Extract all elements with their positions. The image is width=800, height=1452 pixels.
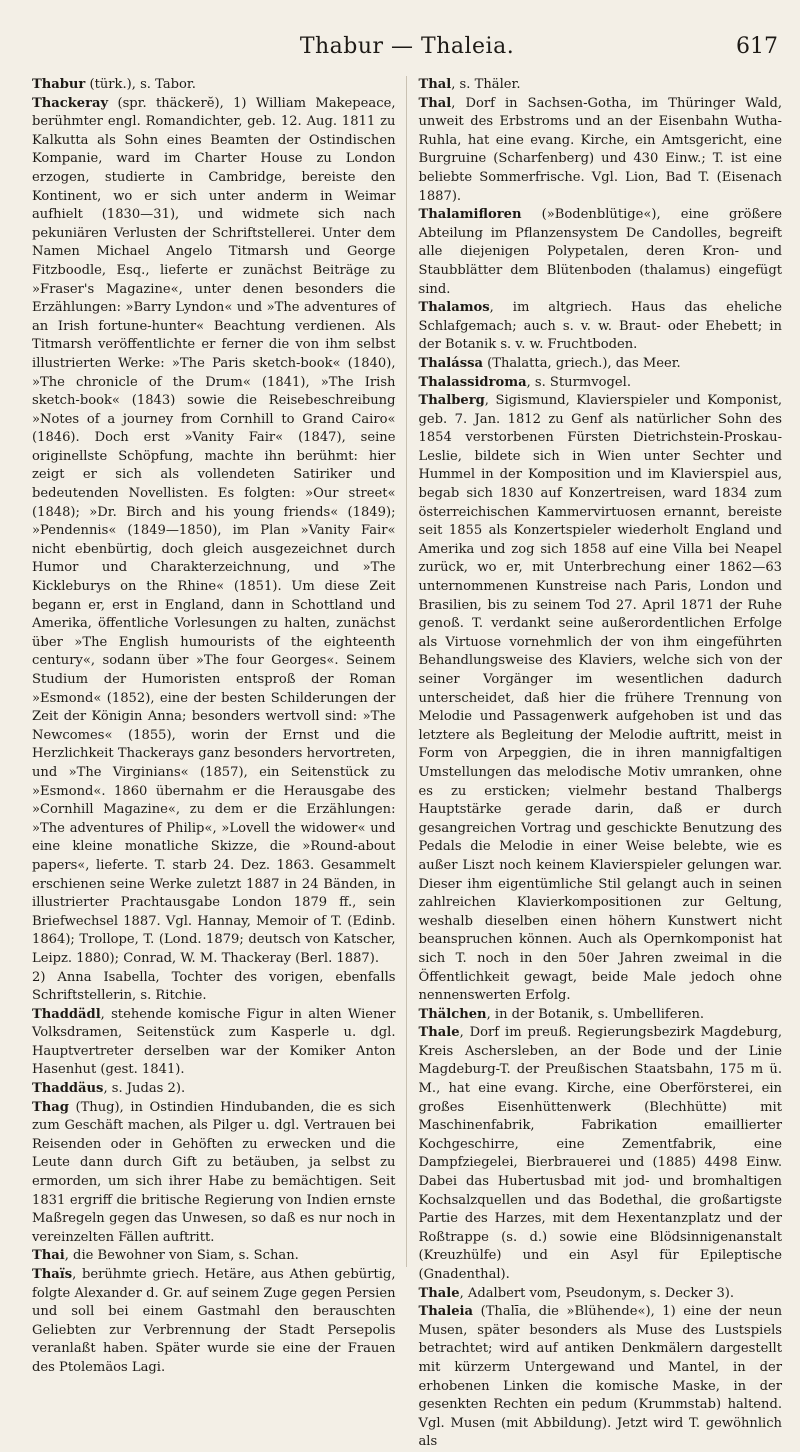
entry-text: , Adalbert vom, Pseudonym, s. Decker 3). <box>459 1285 735 1301</box>
entry-headword: Thalamifloren <box>418 207 522 223</box>
right-column <box>418 76 783 1450</box>
entry-text: , Dorf im preuß. Regierungsbezirk Magdeburg, Kreis Aschersleben, an der Bode und der Linie Magdeburg-T. der Preußischen Staatsbahn, 175 m ü. M., hat eine evang. Kirche, eine Oberförsterei, ein großes Eisenhüttenwerk (Blechhütte) mit Maschinenfabrik, Fabrikation emaillierter Kochgeschirre, eine Zementfabrik, eine Dampfziegelei, Bierbrauerei und (1885) 4498 Einw. Dabei das Hubertusbad mit jod- und bromhaltigen Kochsalzquellen und das Bodethal, die großartigste Partie des Harzes, mit dem Hexentanzplatz und der Roßtrappe (s. d.) sowie eine Blödsinnigenanstalt (Kreuzhülfe) und ein Asyl für Epileptische (Gnadenthal). <box>418 1025 782 1282</box>
dictionary-entry <box>419 392 783 1006</box>
entry-text: , stehende komische Figur in alten Wiener Volksdramen, Seitenstück zum Kasperle u. dgl. Hauptvertreter derselben war der Komiker Anton Hasenhut (gest. 1841). <box>32 1006 396 1078</box>
dictionary-entry <box>32 1247 396 1266</box>
entry-text: (Thalatta, griech.), das Meer. <box>482 355 681 371</box>
entry-headword: Thabur <box>32 77 86 92</box>
entry-headword: Thalamos <box>418 300 490 316</box>
entry-headword: Thackeray <box>32 95 109 111</box>
entry-headword: Thalberg <box>418 393 485 409</box>
dictionary-entry <box>419 299 783 355</box>
entry-text: , s. Sturmvogel. <box>526 374 632 390</box>
text-columns <box>32 76 782 1450</box>
dictionary-entry <box>419 95 783 207</box>
entry-text: , s. Thäler. <box>451 77 521 92</box>
dictionary-entry <box>32 969 396 1006</box>
entry-headword: Thalássa <box>418 355 483 371</box>
dictionary-entry <box>32 1266 396 1378</box>
entry-text: (türk.), s. Tabor. <box>85 77 196 92</box>
dictionary-entry <box>32 95 396 969</box>
dictionary-entry <box>32 1080 396 1099</box>
entry-headword: Thale <box>418 1025 460 1041</box>
dictionary-entry <box>419 1303 783 1452</box>
entry-headword: Thaddädl <box>32 1006 101 1022</box>
entry-headword: Thag <box>32 1099 69 1115</box>
entry-headword: Thal <box>418 95 452 111</box>
page-number: 617 <box>736 34 778 59</box>
page-header <box>32 34 782 74</box>
entry-text: 2) Anna Isabella, Tochter des vorigen, ebenfalls Schriftstellerin, s. Ritchie. <box>32 969 396 1004</box>
dictionary-entry <box>419 374 783 393</box>
entry-headword: Thaddäus <box>32 1081 104 1097</box>
left-column <box>32 76 407 1375</box>
page-title: Thabur — Thaleia. <box>299 34 515 59</box>
entry-headword: Thai <box>32 1248 65 1264</box>
entry-headword: Thalassidroma <box>418 374 527 390</box>
dictionary-entry <box>32 1099 396 1248</box>
dictionary-entry <box>419 76 783 95</box>
entry-text: , berühmte griech. Hetäre, aus Athen gebürtig, folgte Alexander d. Gr. auf seinem Zuge gegen Persien und soll bei einem Gastmahl den berauschten Geliebten zur Verbrennung der Stadt Persepolis veranlaßt haben. Später wurde sie eine der Frauen des Ptolemäos Lagi. <box>32 1267 396 1375</box>
dictionary-entry <box>419 1006 783 1025</box>
dictionary-entry <box>419 206 783 299</box>
entry-headword: Thal <box>418 77 452 92</box>
dictionary-entry <box>32 76 396 95</box>
entry-text: , die Bewohner von Siam, s. Schan. <box>64 1248 299 1264</box>
entry-text: (Thalīa, die »Blühende«), 1) eine der neun Musen, später besonders als Muse des Lustspiels betrachtet; wird auf antiken Denkmälern dargestellt mit kürzerm Untergewand und Mantel, in der erhobenen Linken die komische Maske, in der gesenkten Rechten ein pedum (Krummstab) haltend. Vgl. Musen (mit Abbildung). Jetzt wird T. gewöhnlich als <box>418 1304 782 1450</box>
dictionary-entry <box>419 1024 783 1284</box>
entry-headword: Thaleia <box>418 1304 474 1320</box>
entry-headword: Thaïs <box>32 1267 73 1282</box>
entry-text: (Thug), in Ostindien Hindubanden, die es sich zum Geschäft machen, als Pilger u. dgl. Vertrauen bei Reisenden oder in Gehöften zu erwecken und die Leute dann durch Gift zu betäuben, ja selbst zu ermorden, um sich ihrer Habe zu bemächtigen. Seit 1831 ergriff die britische Regierung von Indien ernste Maßregeln gegen das Unwesen, so daß es nur noch in vereinzelten Fällen auftritt. <box>32 1099 396 1245</box>
dictionary-entry <box>32 1006 396 1080</box>
dictionary-entry <box>419 355 783 374</box>
entry-text: , Dorf in Sachsen-Gotha, im Thüringer Wald, unweit des Erbstroms und an der Eisenbahn Wutha-Ruhla, hat eine evang. Kirche, ein Amtsgericht, eine Burgruine (Scharfenberg) und 430 Einw.; T. ist eine beliebte Sommerfrische. Vgl. Lion, Bad T. (Eisenach 1887). <box>418 95 782 204</box>
entry-text: (»Bodenblütige«), eine größere Abteilung im Pflanzensystem De Candolles, begreift alle diejenigen Polypetalen, deren Kron- und Staubblätter dem Blütenboden (thalamus) eingefügt sind. <box>418 207 782 297</box>
entry-text: (spr. thäckerĕ), 1) William Makepeace, berühmter engl. Romandichter, geb. 12. Aug. 1811 zu Kalkutta als Sohn eines Beamten der Ostindischen Kompanie, ward im Charter House zu London erzogen, studierte in Cambridge, bereiste den Kontinent, wo er sich unter anderm in Weimar aufhielt (1830—31), und widmete sich nach pekuniären Verlusten der Schriftstellerei. Unter dem Namen Michael Angelo Titmarsh und George Fitzboodle, Esq., lieferte er zunächst Beiträge zu »Fraser's Magazine«, unter denen besonders die Erzählungen: »Barry Lyndon« und »The adventures of an Irish fortune-hunter« Beachtung verdienen. Als Titmarsh veröffentlichte er ferner die von ihm selbst illustrierten Werke: »The Paris sketch-book« (1840), »The chronicle of the Drum« (1841), »The Irish sketch-book« (1843) sowie die Reisebeschreibung »Notes of a journey from Cornhill to Grand Cairo« (1846). Doch erst »Vanity Fair« (1847), seine originellste Schöpfung, machte ihn berühmt: hier zeigt er sich als vollendeten Satiriker und bedeutenden Novellisten. Es folgten: »Our street« (1848); »Dr. Birch and his young friends« (1849); »Pendennis« (1849—1850), im Plan »Vanity Fair« nicht ebenbürtig, doch gleich ausgezeichnet durch Humor und Charakterzeichnung, und »The Kickleburys on the Rhine« (1851). Um diese Zeit begann er, erst in England, dann in Schottland und Amerika, öffentliche Vorlesungen zu halten, zunächst über »The English humourists of the eighteenth century«, sodann über »The four Georges«. Seinem Studium der Humoristen entsproß der Roman »Esmond« (1852), eine der besten Schilderungen der Zeit der Königin Anna; besonders wertvoll sind: »The Newcomes« (1855), worin der Ernst und die Herzlichkeit Thackerays ganz besonders hervortreten, und »The Virginians« (1857), ein Seitenstück zu »Esmond«. 1860 übernahm er die Herausgabe des »Cornhill Magazine«, zu dem er die Erzählungen: »The adventures of Philip«, »Lovell the widower« und eine kleine monatliche Skizze, die »Round-about papers«, lieferte. T. starb 24. Dez. 1863. Gesammelt erschienen seine Werke zuletzt 1887 in 24 Bänden, in illustrierter Prachtausgabe London 1879 ff., sein Briefwechsel 1887. Vgl. Hannay, Memoir of T. (Edinb. 1864); Trollope, T. (Lond. 1879; deutsch von Katscher, Leipz. 1880); Conrad, W. M. Thackeray (Berl. 1887). <box>32 95 396 966</box>
dictionary-entry <box>419 1285 783 1304</box>
entry-headword: Thälchen <box>418 1006 487 1022</box>
entry-text: , in der Botanik, s. Umbelliferen. <box>486 1006 705 1022</box>
entry-headword: Thale <box>418 1285 460 1301</box>
entry-text: , s. Judas 2). <box>103 1081 186 1097</box>
entry-text: , Sigismund, Klavierspieler und Komponist, geb. 7. Jan. 1812 zu Genf als natürlicher Sohn des 1854 verstorbenen Fürsten Dietrichstein-Proskau-Leslie, bildete sich in Wien unter Sechter und Hummel in der Komposition und im Klavierspiel aus, begab sich 1830 auf Konzertreisen, ward 1834 zum österreichischen Kammervirtuosen ernannt, bereiste seit 1855 als Konzertspieler wiederholt England und Amerika und zog sich 1858 auf eine Villa bei Neapel zurück, wo er, mit Unterbrechung einer 1862—63 unternommenen Kunstreise nach Paris, London und Brasilien, bis zu seinem Tod 27. April 1871 der Ruhe genoß. T. verdankt seine außerordentlichen Erfolge als Virtuose vornehmlich der von ihm eingeführten Behandlungsweise des Klaviers, welche sich von der seiner Vorgänger im wesentlichen dadurch unterscheidet, daß hier die frühere Trennung von Melodie und Passagenwerk aufgehoben ist und das letztere als Begleitung der Melodie auftritt, meist in Form von Arpeggien, die in ihren mannigfaltigen Umstellungen das melodische Motiv umranken, ohne es zu ersticken; vielmehr bestand Thalbergs Hauptstärke gerade darin, daß er durch gesangreichen Vortrag und geschickte Benutzung des Pedals die Melodie in einer Weise belebte, wie es außer Liszt noch keinem Klavierspieler gelungen war. Dieser ihm eigentümliche Stil gelangt auch in seinen zahlreichen Klavierkompositionen zur Geltung, weshalb dieselben einen höhern Kunstwert nicht beanspruchen können. Auch als Opernkomponist hat sich T. noch in den 50er Jahren zweimal in die Öffentlichkeit gewagt, beide Male jedoch ohne nennenswerten Erfolg. <box>418 393 782 1004</box>
entry-text: , im altgriech. Haus das eheliche Schlafgemach; auch s. v. w. Braut- oder Ehebett; in der Botanik s. v. w. Fruchtboden. <box>418 300 782 353</box>
